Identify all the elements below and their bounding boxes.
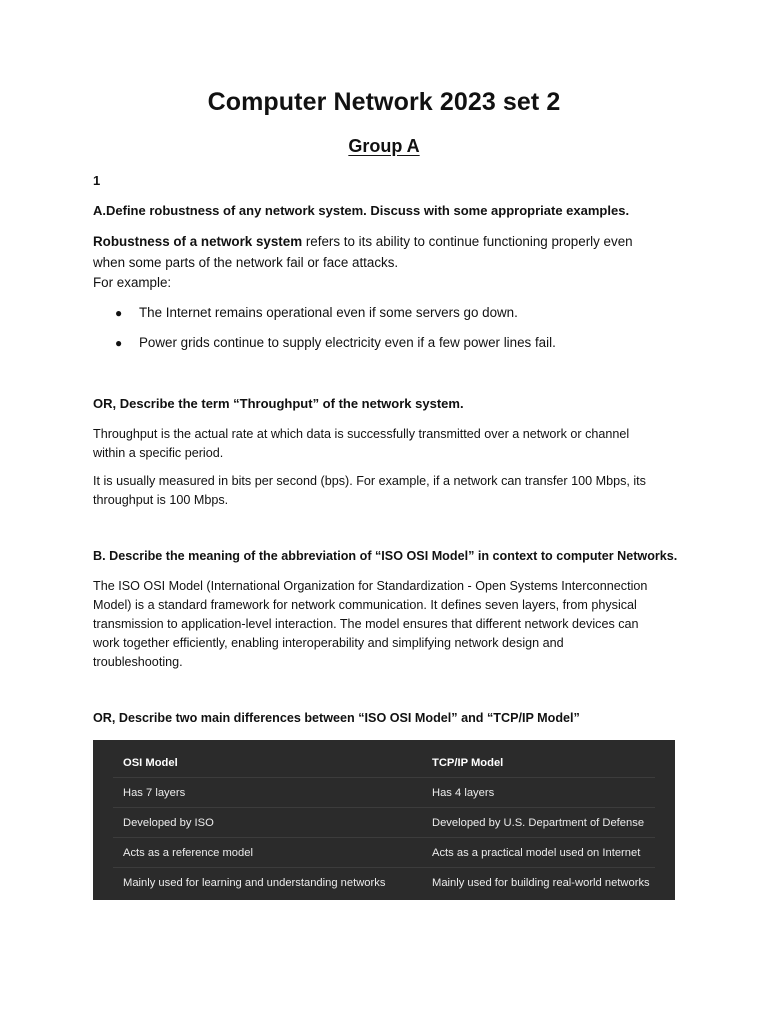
comparison-table: [113, 748, 655, 897]
table-cell: Mainly used for building real-world networks: [432, 876, 650, 889]
throughput-line-3: It is usually measured in bits per second (bps). For example, if a network can transfer 100 Mbps, its: [93, 474, 646, 488]
list-item-text: The Internet remains operational even if some servers go down.: [139, 305, 518, 320]
page-title: Computer Network 2023 set 2: [207, 88, 561, 116]
table-cell: Acts as a practical model used on Internet: [422, 838, 655, 868]
robustness-bold-lead: Robustness of a network system: [93, 234, 303, 249]
table-cell: Has 4 layers: [422, 778, 655, 808]
table-row: [113, 778, 655, 808]
robustness-line-3: For example:: [93, 275, 172, 290]
table-row: [113, 808, 655, 838]
column-header-tcpip: TCP/IP Model: [422, 748, 655, 778]
table-header-row: [113, 748, 655, 778]
table-row: [113, 868, 655, 898]
table-cell: Developed by U.S. Department of Defense: [422, 808, 655, 838]
table-cell: Developed by ISO: [113, 808, 422, 838]
bullet-icon: ●: [115, 336, 123, 350]
robustness-line-1: [93, 232, 683, 253]
question-or-differences: OR, Describe two main differences between “ISO OSI Model” and “TCP/IP Model”: [93, 711, 580, 725]
table-row: [113, 838, 655, 868]
column-header-osi: OSI Model: [113, 748, 422, 778]
throughput-paragraph-1: [93, 425, 683, 463]
osi-line-5: troubleshooting.: [93, 655, 183, 669]
throughput-paragraph-2: [93, 472, 683, 510]
section-heading-group-a: Group A: [348, 136, 420, 156]
question-a: A.Define robustness of any network system. Discuss with some appropriate examples.: [93, 203, 630, 218]
osi-paragraph: [93, 577, 683, 672]
examples-list: [93, 303, 683, 363]
bullet-icon: ●: [115, 306, 123, 320]
throughput-line-1: Throughput is the actual rate at which data is successfully transmitted over a network or channel: [93, 427, 630, 441]
question-or-throughput: OR, Describe the term “Throughput” of the network system.: [93, 396, 464, 411]
robustness-line-1-rest: refers to its ability to continue functioning properly even: [302, 234, 633, 249]
question-b: B. Describe the meaning of the abbreviation of “ISO OSI Model” in context to computer Networks.: [93, 549, 678, 563]
table-cell: Acts as a reference model: [113, 838, 422, 868]
table-cell: Has 7 layers: [113, 778, 422, 808]
throughput-line-4: throughput is 100 Mbps.: [93, 493, 229, 507]
osi-line-3: transmission to application-level interaction. The model ensures that different network devices can: [93, 617, 639, 631]
osi-line-1: The ISO OSI Model (International Organization for Standardization - Open Systems Interconnection: [93, 579, 648, 593]
robustness-line-2: when some parts of the network fail or face attacks.: [93, 254, 399, 270]
robustness-paragraph: [93, 232, 683, 294]
list-item-text: Power grids continue to supply electricity even if a few power lines fail.: [139, 335, 556, 350]
osi-line-2: Model) is a standard framework for network communication. It defines seven layers, from physical: [93, 598, 637, 612]
table-cell: Mainly used for learning and understanding networks: [123, 876, 386, 889]
list-item: [93, 333, 683, 363]
question-number: 1: [93, 173, 101, 188]
comparison-table-panel: [93, 740, 675, 900]
list-item: [93, 303, 683, 333]
throughput-line-2: within a specific period.: [93, 446, 224, 460]
osi-line-4: work together efficiently, enabling interoperability and simplifying network design and: [93, 636, 564, 650]
